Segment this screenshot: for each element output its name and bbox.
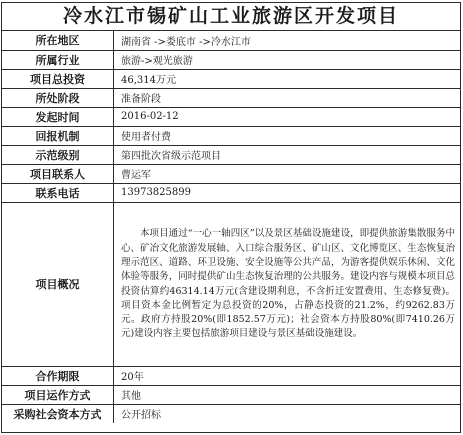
table-row-launch-date — [2, 107, 460, 126]
row-label: 项目总投资 — [2, 69, 114, 88]
row-label: 示范级别 — [2, 145, 114, 164]
row-value: 旅游->观光旅游 — [114, 50, 461, 69]
table-row-stage — [2, 88, 460, 107]
row-label: 所在地区 — [2, 31, 114, 50]
row-label: 项目联系人 — [2, 164, 114, 183]
table-row-procurement-method — [2, 404, 460, 423]
row-value: 2016-02-12 — [114, 107, 461, 126]
document-title: 冷水江市锡矿山工业旅游区开发项目 — [2, 3, 460, 31]
row-value: 公开招标 — [114, 404, 461, 423]
row-value: 准备阶段 — [114, 88, 461, 107]
row-value: 其他 — [114, 385, 461, 404]
table-row-contact-person — [2, 164, 460, 183]
row-label: 所处阶段 — [2, 88, 114, 107]
table-row-return-mechanism — [2, 126, 460, 145]
project-overview-text: 本项目通过“一心一轴四区”以及景区基础设施建设，即提供旅游集散服务中心、矿冶文化旅游发展轴、入口综合服务区、矿山区、文化博览区、生态恢复治理示范区、道路、环卫设施、安全设施等公共产品，为游客提供娱乐休闲、文化体验等服务，同时提供矿山生态恢复治理的公共服务。建设内容与规模本项目总投资估算约46314.14万元(含建设期利息，不含折迁安置费用、生态修复费)。项目资本金比例暂定为总投资的20%，占静态投资的21.2%，约9262.83万元。政府方持股20%(即1852.57万元)；社会资本方持股80%(即7410.26万元)建设内容主要包括旅游项目建设与景区基础设施建设。 — [114, 202, 461, 366]
row-label: 发起时间 — [2, 107, 114, 126]
row-label: 采购社会资本方式 — [2, 404, 114, 423]
row-value: 曹运军 — [114, 164, 461, 183]
row-label: 所属行业 — [2, 50, 114, 69]
table-row-industry — [2, 50, 460, 69]
table-row-demo-level — [2, 145, 460, 164]
row-label: 项目运作方式 — [2, 385, 114, 404]
row-value: 第四批次省级示范项目 — [114, 145, 461, 164]
row-value: 使用者付费 — [114, 126, 461, 145]
row-label: 合作期限 — [2, 366, 114, 385]
row-value: 湖南省 ->娄底市 ->冷水江市 — [114, 31, 461, 50]
row-value: 46,314万元 — [114, 69, 461, 88]
table-row-region — [2, 31, 460, 50]
row-value: 20年 — [114, 366, 461, 385]
table-row-cooperation-period — [2, 366, 460, 385]
row-value: 13973825899 — [114, 183, 461, 202]
row-label: 联系电话 — [2, 183, 114, 202]
table-row-phone — [2, 183, 460, 202]
table-row-overview — [2, 202, 460, 366]
project-info-sheet — [1, 2, 461, 433]
row-label: 回报机制 — [2, 126, 114, 145]
project-info-table — [2, 31, 460, 423]
row-label: 项目概况 — [2, 202, 114, 366]
table-row-operation-mode — [2, 385, 460, 404]
table-row-total-investment — [2, 69, 460, 88]
